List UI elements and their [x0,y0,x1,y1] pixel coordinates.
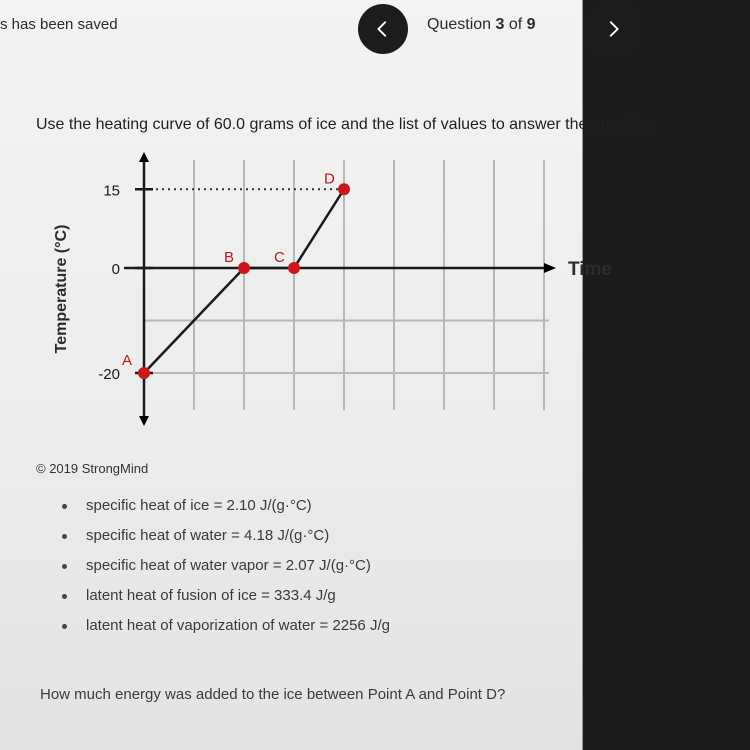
values-list [62,497,390,647]
y-tick-label: -20 [98,366,120,383]
point-b [238,262,250,274]
chart-grid [144,160,549,410]
value-item: specific heat of water vapor = 2.07 J/(g·°C) [62,557,390,587]
x-axis-label: Time [568,259,613,280]
y-tick-label: 15 [103,182,120,200]
value-item: specific heat of water = 4.18 J/(g·°C) [62,527,390,557]
point-label-a: A [122,352,133,369]
question-current: 3 [495,16,505,33]
chevron-right-icon [602,18,624,40]
value-item: specific heat of ice = 2.10 J/(g·°C) [62,497,390,527]
point-label-c: C [274,249,285,266]
chevron-left-icon [372,18,394,40]
question-text: How much energy was added to the ice between Point A and Point D? [40,686,506,703]
y-tick-label: 0 [111,261,120,278]
point-label-d: D [324,170,335,188]
copyright-text: © 2019 StrongMind [36,461,149,476]
question-of: of [508,16,523,33]
question-word: Question [427,16,492,33]
heating-curve-chart [44,150,644,440]
point-a [138,367,150,379]
point-label-b: B [224,249,235,266]
question-prompt: Use the heating curve of 60.0 grams of ice and the list of values to answer the question. [36,116,657,133]
y-axis-arrow-up [139,152,149,162]
chart-labels [53,170,612,383]
value-item: latent heat of fusion of ice = 333.4 J/g [62,587,390,617]
question-total: 9 [526,16,536,33]
value-item: latent heat of vaporization of water = 2256 J/g [62,617,390,647]
y-axis-arrow-down [139,416,149,426]
y-axis-label: Temperature (°C) [53,224,70,354]
previous-question-button[interactable] [358,4,408,54]
question-counter [427,16,536,34]
x-axis-arrow [544,263,556,273]
point-c [288,262,300,274]
point-d [338,183,350,195]
next-question-button[interactable] [588,4,638,54]
save-status: s has been saved [0,16,118,33]
